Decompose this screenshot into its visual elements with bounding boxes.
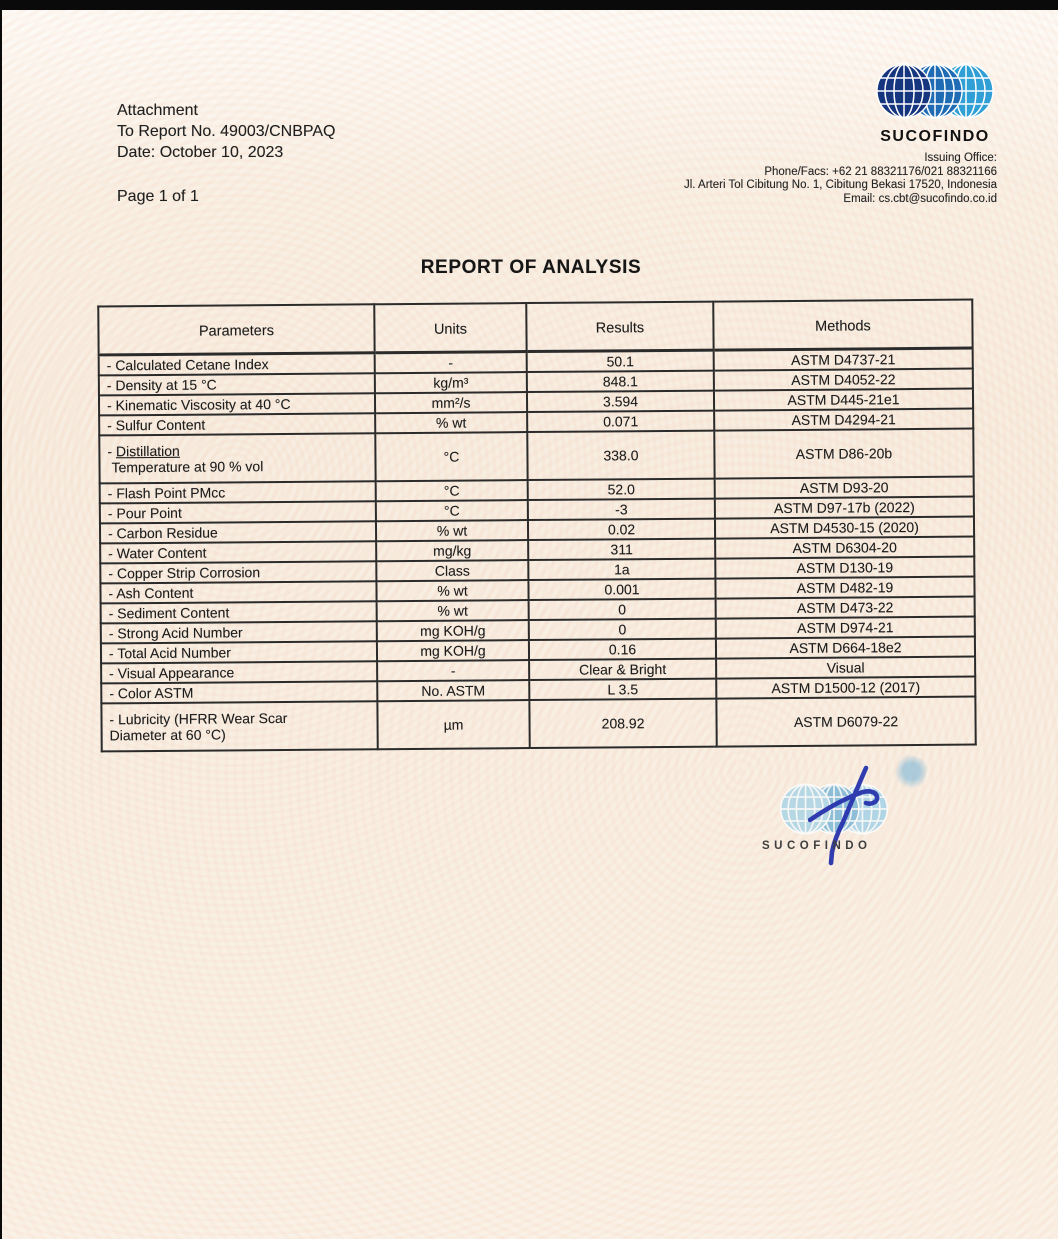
stamp-wordmark: SUCOFINDO	[762, 840, 872, 852]
table-row: - Total Acid Number mg KOH/g 0.16 ASTM D664-18e2	[101, 637, 975, 664]
report-paper	[2, 10, 1058, 1239]
table-row: - Density at 15 °C kg/m³ 848.1 ASTM D4052-22	[99, 369, 973, 396]
issuing-office-block	[684, 152, 997, 206]
analysis-table	[97, 299, 976, 753]
sucofindo-globes-icon	[874, 62, 996, 120]
report-date-line: Date: October 10, 2023	[117, 144, 284, 161]
table-row: - Flash Point PMcc °C 52.0 ASTM D93-20	[100, 477, 974, 504]
issuing-office-label: Issuing Office:	[924, 152, 997, 164]
report-number-line: To Report No. 49003/CNBPAQ	[117, 123, 336, 140]
signature-icon	[808, 764, 898, 868]
attachment-header	[117, 100, 335, 163]
table-row: - Sulfur Content % wt 0.071 ASTM D4294-21	[99, 409, 973, 436]
table-row: - Strong Acid Number mg KOH/g 0 ASTM D974-21	[101, 617, 975, 644]
table-row: - Water Content mg/kg 311 ASTM D6304-20	[100, 537, 974, 564]
issuer-phone: Phone/Facs: +62 21 88321176/021 88321166	[764, 165, 997, 178]
company-stamp	[748, 762, 928, 870]
table-row-lubricity: - Lubricity (HFRR Wear Scar Diameter at 60 °C) µm 208.92 ASTM D6079-22	[101, 697, 975, 752]
attachment-label: Attachment	[117, 102, 198, 119]
table-row: - Carbon Residue % wt 0.02 ASTM D4530-15 (2020)	[100, 517, 974, 544]
table-row: - Pour Point °C -3 ASTM D97-17b (2022)	[100, 497, 974, 524]
sucofindo-logo	[874, 62, 996, 146]
issuer-address: Jl. Arteri Tol Cibitung No. 1, Cibitung Bekasi 17520, Indonesia	[683, 179, 997, 191]
table-row-distillation: - Distillation Temperature at 90 % vol °C 338.0 ASTM D86-20b	[99, 429, 973, 484]
report-title: REPORT OF ANALYSIS	[420, 257, 642, 278]
sucofindo-wordmark: SUCOFINDO	[880, 128, 990, 145]
analysis-table-wrapper	[97, 299, 974, 753]
table-row: - Sediment Content % wt 0 ASTM D473-22	[101, 597, 975, 624]
table-row: - Ash Content % wt 0.001 ASTM D482-19	[100, 577, 974, 604]
table-header-row	[98, 300, 972, 355]
page-number: Page 1 of 1	[117, 188, 199, 205]
table-row: - Copper Strip Corrosion Class 1a ASTM D130-19	[100, 557, 974, 584]
col-units: Units	[374, 303, 526, 353]
table-row: - Kinematic Viscosity at 40 °C mm²/s 3.594 ASTM D445-21e1	[99, 389, 973, 416]
col-parameters: Parameters	[98, 304, 374, 355]
col-results: Results	[526, 302, 713, 352]
issuer-email: Email: cs.cbt@sucofindo.co.id	[843, 192, 997, 205]
col-methods: Methods	[713, 300, 972, 351]
table-row: - Calculated Cetane Index - 50.1 ASTM D4737-21	[99, 348, 973, 375]
table-row: - Color ASTM No. ASTM L 3.5 ASTM D1500-12 (2017)	[101, 677, 975, 704]
table-row: - Visual Appearance - Clear & Bright Visual	[101, 657, 975, 684]
scan-top-edge	[0, 0, 1058, 10]
